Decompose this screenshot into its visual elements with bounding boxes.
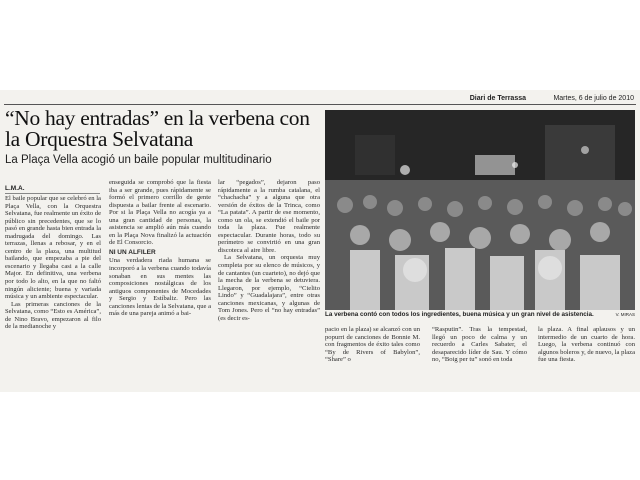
paragraph: pacio en la plaza) se alcanzó con un popurri de canciones de Bonnie M. con fragmentos de éxito tales como “By de Rivers of Babylon”, “Share” o <box>325 326 420 364</box>
caption-text: La verbena contó con todos los ingredientes, buena música y un gran nivel de asistencia. <box>325 311 594 318</box>
paragraph: El baile popular que se celebró en la Plaça Vella, con la Orquestra Selvatana, fue realmente un éxito de público sin precedentes, que se lo pasó en grande hasta bien entrada la madrugada del domingo. Las terrazas, llenas a rebosar, y en el centro de la plaza, una multitud bailando, que empezaba a pie del escenario y llegaba casi a la calle Major. En definitiva, una verbena por todo lo alto, en la que no faltó ningún aliciente; buena y variada música y un ambiente espectacular. <box>5 195 101 301</box>
byline: L.M.A. <box>5 185 100 194</box>
newspaper-clipping <box>0 90 640 392</box>
subheadline: La Plaça Vella acogió un baile popular multitudinario <box>5 154 272 166</box>
article-column-4 <box>325 326 420 364</box>
paragraph: Las primeras canciones de la Selvatana, como “Esto es América”, de Nino Bravo, empezaron al filo de la medianoche y <box>5 300 101 331</box>
article-column-3 <box>218 179 320 322</box>
crowd-photo <box>325 110 635 310</box>
paragraph: enseguida se comprobó que la fiesta iba a ser grande, pues rápidamente se formó el primero corrillo de gente dispuesta a bailar frente al escenario. Por si la Plaça Vella no acogía ya a una gran cantidad de personas, la asistencia se amplió aún más cuando en la Plaça Nova finalizó la actuación de El Consorcio. <box>109 179 211 247</box>
headline: “No hay entradas” en la verbena con la Orquestra Selvatana <box>5 106 310 151</box>
paragraph: “Rasputin”. Tras la tempestad, llegó un poco de calma y un recuerdo a Carles Sabater, el desaparecido líder de Sau. Y cómo no, “Boig per tu” sonó en toda <box>432 326 527 364</box>
paragraph: Una verdadera riada humana se incorporó a la verbena cuando todavía sonaban en sus mentes las composiciones nostálgicas de los antiguos componentes de Mocedades y Sergio y Estíbaliz. Pero las canciones lentas de la Selvatana, que a más de una pareja animó a bai- <box>109 257 211 318</box>
article-column-2 <box>109 179 211 318</box>
photo-caption <box>325 311 635 319</box>
article-column-6 <box>538 326 635 364</box>
article-column-5 <box>432 326 527 364</box>
publication-date: Martes, 6 de julio de 2010 <box>553 95 634 102</box>
article-column-1 <box>5 195 101 331</box>
newspaper-name: Diari de Terrassa <box>469 95 526 102</box>
section-heading: NI UN ALFILER <box>109 248 156 256</box>
paragraph: La Selvatana, un orquesta muy completa por su elenco de músicos, y de cantantes (un cuarteto), no dejó que la mecha de la verbena se detuviera. Llegaron, por ejemplo, “Cielito Lindo” y “Guadalajara”, entre otras canciones mexicanas, y algunas de Tom Jones. Pero el “no hay entradas” (es decir es- <box>218 254 320 322</box>
paragraph: la plaza. A final aplausos y un intermedio de un cuarto de hora. Luego, la verbena continuó con algunos boleros y, de nuevo, la plaza fue una fiesta. <box>538 326 635 364</box>
masthead <box>4 94 636 105</box>
photo-credit: V. MIRAS <box>615 312 635 317</box>
paragraph: lar “pegados”, dejaron paso rápidamente a la rumba catalana, el “chachacha” y a alguna que otra versión de éxitos de la Trinca, como “La patata”. A partir de ese momento, como un ola, se extendió el baile por toda la plaza. Fue realmente espectacular. Durante horas, todo su perímetro se convirtió en una gran discoteca al aire libre. <box>218 179 320 254</box>
